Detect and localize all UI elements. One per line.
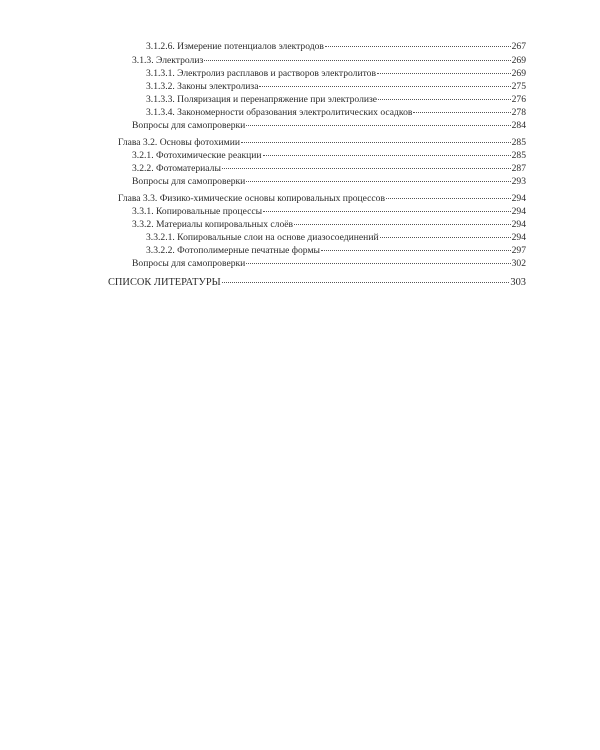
toc-leader-dots: [259, 86, 510, 87]
toc-entry: [132, 163, 526, 174]
toc-entry-title: 3.2.2. Фотоматериалы: [132, 163, 221, 174]
toc-entry-title: 3.1.3.3. Поляризация и перенапряжение при электролизе: [146, 94, 378, 105]
toc-entry-title: 3.1.2.6. Измерение потенциалов электродов: [146, 41, 324, 52]
toc-leader-dots: [246, 181, 510, 182]
toc-entry: [132, 150, 526, 161]
toc-leader-dots: [386, 198, 511, 199]
toc-leader-dots: [263, 211, 511, 212]
toc-leader-dots: [241, 142, 511, 143]
toc-entry-page: 285: [511, 137, 526, 148]
toc-entry-title: Глава 3.3. Физико-химические основы копировальных процессов: [118, 193, 386, 204]
toc-leader-dots: [246, 263, 510, 264]
toc-entry: [118, 193, 526, 204]
toc-entry-page: 276: [511, 94, 526, 105]
toc-entry-page: 294: [511, 232, 526, 243]
toc-entry: [146, 81, 526, 92]
toc-entry-page: 267: [511, 41, 526, 52]
toc-entry-page: 284: [511, 120, 526, 131]
toc-leader-dots: [325, 46, 511, 47]
toc-leader-dots: [380, 237, 511, 238]
toc-entry: [118, 137, 526, 148]
toc-leader-dots: [222, 168, 511, 169]
toc-entry-title: 3.1.3. Электролиз: [132, 55, 204, 66]
toc-leader-dots: [222, 282, 510, 283]
toc-entry-page: 285: [511, 150, 526, 161]
toc-entry: [132, 219, 526, 230]
toc-entry-page: 269: [511, 55, 526, 66]
toc-leader-dots: [378, 99, 511, 100]
toc-entry-title: 3.2.1. Фотохимические реакции: [132, 150, 262, 161]
toc-entry: [132, 206, 526, 217]
toc-entry-title: Вопросы для самопроверки: [132, 176, 246, 187]
toc-entry-page: 269: [511, 68, 526, 79]
toc-entry-title: 3.3.2.2. Фотополимерные печатные формы: [146, 245, 320, 256]
toc-entry-title: 3.3.1. Копировальные процессы: [132, 206, 263, 217]
toc-entry: [146, 94, 526, 105]
toc-leader-dots: [246, 125, 510, 126]
toc-leader-dots: [413, 112, 510, 113]
toc-entry-title: СПИСОК ЛИТЕРАТУРЫ: [108, 277, 221, 288]
toc-entry-title: Глава 3.2. Основы фотохимии: [118, 137, 240, 148]
toc-entry-title: Вопросы для самопроверки: [132, 258, 246, 269]
toc-entry-title: 3.1.3.1. Электролиз расплавов и растворов электролитов: [146, 68, 376, 79]
toc-entry-page: 303: [510, 277, 526, 288]
toc-entry-title: Вопросы для самопроверки: [132, 120, 246, 131]
toc-leader-dots: [263, 155, 511, 156]
toc-entry: [132, 176, 526, 187]
toc-entry-page: 294: [511, 219, 526, 230]
toc-leader-dots: [204, 60, 510, 61]
toc-entry-page: 294: [511, 193, 526, 204]
toc-leader-dots: [321, 250, 511, 251]
toc-entry-page: 302: [511, 258, 526, 269]
toc-entry-page: 297: [511, 245, 526, 256]
toc-entry-title: 3.3.2. Материалы копировальных слоёв: [132, 219, 294, 230]
toc-entry-page: 294: [511, 206, 526, 217]
toc-entry: [146, 41, 526, 52]
toc-leader-dots: [294, 224, 511, 225]
toc-entry: [132, 120, 526, 131]
toc-leader-dots: [377, 73, 511, 74]
toc-entry-title: 3.1.3.4. Закономерности образования электролитических осадков: [146, 107, 413, 118]
toc-entry: [132, 55, 526, 66]
toc-entry-page: 278: [511, 107, 526, 118]
toc-entry-page: 275: [511, 81, 526, 92]
toc-entry: [132, 258, 526, 269]
toc-entry-title: 3.3.2.1. Копировальные слои на основе диазосоединений: [146, 232, 379, 243]
toc-entry: [146, 232, 526, 243]
toc-entry-page: 293: [511, 176, 526, 187]
toc-entry-title: 3.1.3.2. Законы электролиза: [146, 81, 259, 92]
toc-entry: [146, 107, 526, 118]
toc-entry: [146, 68, 526, 79]
toc-entry-page: 287: [511, 163, 526, 174]
toc-entry: [146, 245, 526, 256]
toc-entry: [108, 277, 526, 288]
